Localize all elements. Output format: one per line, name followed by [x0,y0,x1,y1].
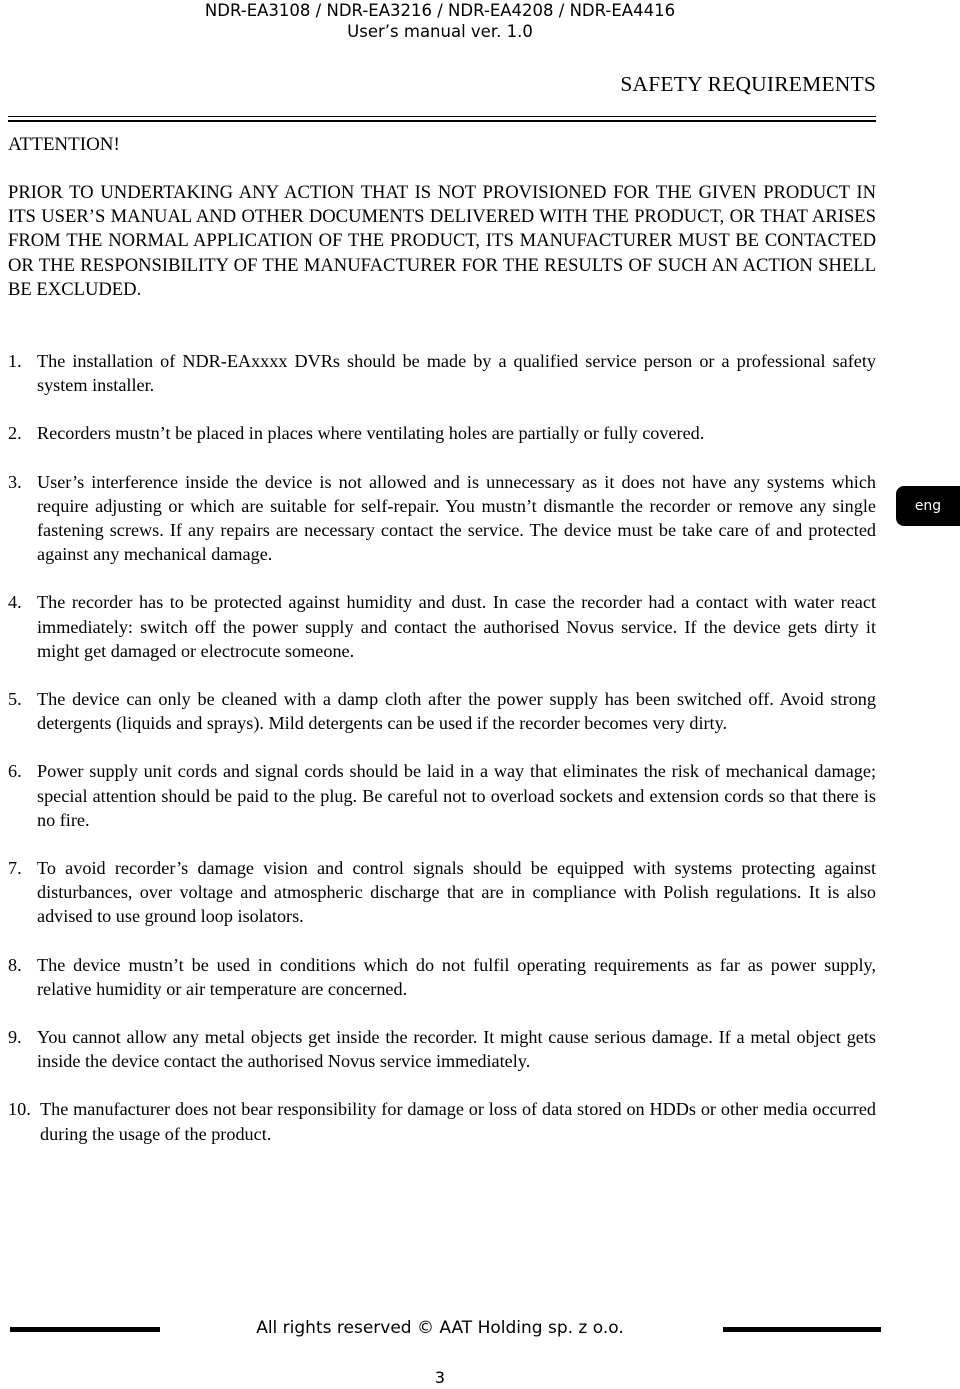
list-item [8,421,876,445]
list-item [8,590,876,663]
item-text: The manufacturer does not bear responsibility for damage or loss of data stored on HDDs or other media occurred during the usage of the product. [40,1099,876,1144]
item-number: 6. [8,761,22,782]
item-number: 8. [8,954,22,975]
page-number: 3 [434,1368,446,1387]
item-text: Power supply unit cords and signal cords should be laid in a way that eliminates the risk of mechanical damage; special attention should be paid to the plug. Be careful not to overload sockets and extension cords so that there is no fire. [37,761,876,830]
document-header [190,0,690,42]
footer-copyright: All rights reserved © AAT Holding sp. z o.o. [256,1318,624,1338]
list-item [8,349,876,397]
item-text: The installation of NDR-EAxxxx DVRs should be made by a qualified service person or a professional safety system installer. [37,351,876,396]
item-number: 10. [8,1099,31,1120]
list-item [8,759,876,832]
item-text: The device can only be cleaned with a damp cloth after the power supply has been switched off. Avoid strong detergents (liquids and sprays). Mild detergents can be used if the recorder becomes very dirty. [37,689,876,734]
language-tab: eng [896,486,960,526]
requirements-list [8,349,876,1146]
item-number: 5. [8,689,22,710]
list-item [8,470,876,567]
item-text: User’s interference inside the device is not allowed and is unnecessary as it does not have any systems which require adjusting or which are suitable for self-repair. You mustn’t dismantle the recorder or remove any single fastening screws. If any repairs are necessary contact the service. The device must be take care of and protected against any mechanical damage. [37,471,876,565]
item-text: The device mustn’t be used in conditions which do not fulfil operating requirements as far as power supply, relative humidity or air temperature are concerned. [37,954,876,999]
list-item [8,1097,876,1145]
list-item [8,687,876,735]
item-number: 3. [8,471,22,492]
section-title: SAFETY REQUIREMENTS [620,72,876,96]
item-number: 9. [8,1027,22,1048]
item-number: 2. [8,423,22,444]
header-rule-thick [8,120,876,122]
list-item [8,856,876,929]
list-item [8,1025,876,1073]
item-text: You cannot allow any metal objects get inside the recorder. It might cause serious damage. If a metal object gets inside the device contact the authorised Novus service immediately. [37,1027,876,1072]
manual-version: User’s manual ver. 1.0 [347,22,533,41]
header-rule-thin [8,116,876,117]
item-number: 1. [8,351,22,371]
item-number: 7. [8,858,22,879]
warning-paragraph: PRIOR TO UNDERTAKING ANY ACTION THAT IS NOT PROVISIONED FOR THE GIVEN PRODUCT IN ITS USER’S MANUAL AND OTHER DOCUMENTS DELIVERED WITH THE PRODUCT, OR THAT ARISES FROM THE NORMAL APPLICATION OF THE PRODUCT, ITS MANUFACTURER MUST BE CONTACTED OR THE RESPONSIBILITY OF THE MANUFACTURER FOR THE RESULTS OF SUCH AN ACTION SHELL BE EXCLUDED. [8,182,876,300]
item-text: The recorder has to be protected against humidity and dust. In case the recorder had a contact with water react immediately: switch off the power supply and contact the authorised Novus service. If the device gets dirty it might get damaged or electrocute someone. [37,592,876,661]
item-text: Recorders mustn’t be placed in places where ventilating holes are partially or fully covered. [37,423,705,444]
item-text: To avoid recorder’s damage vision and control signals should be equipped with systems protecting against disturbances, over voltage and atmospheric discharge that are in compliance with Polish regulations. It is also advised to use ground loop isolators. [37,858,876,927]
item-number: 4. [8,592,22,613]
model-numbers: NDR-EA3108 / NDR-EA3216 / NDR-EA4208 / NDR-EA4416 [204,1,676,20]
list-item [8,953,876,1001]
attention-label: ATTENTION! [8,134,120,155]
